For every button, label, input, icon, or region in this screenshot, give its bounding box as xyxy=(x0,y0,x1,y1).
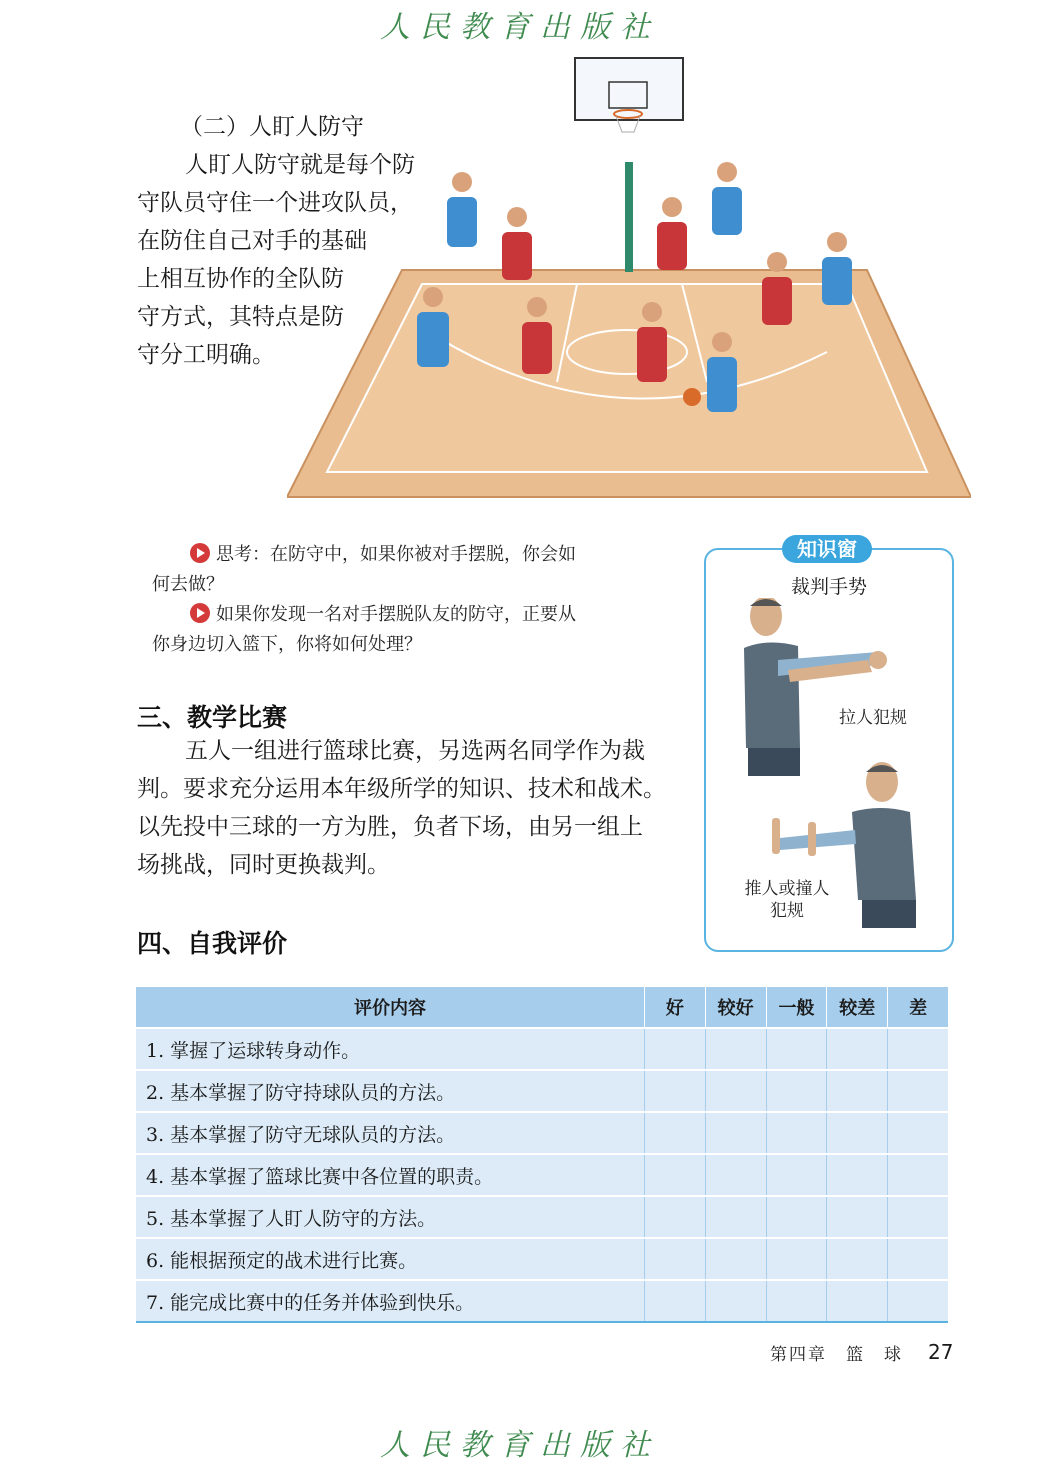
rating-cell[interactable] xyxy=(644,1280,705,1322)
row-content: 1. 掌握了运球转身动作。 xyxy=(136,1028,644,1070)
table-row xyxy=(136,1280,948,1322)
play-triangle-icon xyxy=(190,603,210,623)
rating-cell[interactable] xyxy=(644,1238,705,1280)
rating-cell[interactable] xyxy=(705,1112,766,1154)
rating-cell[interactable] xyxy=(766,1028,827,1070)
page-number: 27 xyxy=(928,1340,954,1364)
think-q2-line1: 如果你发现一名对手摆脱队友的防守，正要从 xyxy=(216,604,576,625)
text-line: 人盯人防守就是每个防 xyxy=(185,152,415,178)
think-q2-line2: 你身边切入篮下，你将如何处理？ xyxy=(152,634,422,655)
referee-holding-foul-illustration xyxy=(738,598,898,778)
rating-cell[interactable] xyxy=(888,1238,948,1280)
header-fairly-good: 较好 xyxy=(705,987,766,1028)
table-row xyxy=(136,1238,948,1280)
row-content: 4. 基本掌握了篮球比赛中各位置的职责。 xyxy=(136,1154,644,1196)
knowledge-window-heading: 裁判手势 xyxy=(790,576,867,598)
text-line: 五人一组进行篮球比赛，另选两名同学作为裁 xyxy=(185,738,645,764)
rating-cell[interactable] xyxy=(827,1196,888,1238)
table-row xyxy=(136,1070,948,1112)
play-triangle-icon xyxy=(190,543,210,563)
rating-cell[interactable] xyxy=(766,1112,827,1154)
knowledge-window-tab: 知识窗 xyxy=(782,535,872,563)
rating-cell[interactable] xyxy=(888,1154,948,1196)
text-line: 场挑战，同时更换裁判。 xyxy=(137,852,390,878)
table-row xyxy=(136,1154,948,1196)
think-questions xyxy=(152,540,667,660)
text-line: 守方式，其特点是防 xyxy=(137,304,344,330)
rating-cell[interactable] xyxy=(827,1028,888,1070)
rating-cell[interactable] xyxy=(705,1070,766,1112)
think-q1-line2: 何去做？ xyxy=(152,574,224,595)
text-line: 守分工明确。 xyxy=(137,342,275,368)
header-content: 评价内容 xyxy=(136,987,644,1028)
text-line: 上相互协作的全队防 xyxy=(137,266,344,292)
rating-cell[interactable] xyxy=(705,1028,766,1070)
rating-cell[interactable] xyxy=(888,1112,948,1154)
text-line: 以先投中三球的一方为胜，负者下场，由另一组上 xyxy=(137,814,643,840)
header-poor: 差 xyxy=(888,987,948,1028)
table-row xyxy=(136,1028,948,1070)
self-evaluation-table xyxy=(136,987,948,1323)
rating-cell[interactable] xyxy=(888,1196,948,1238)
rating-cell[interactable] xyxy=(644,1196,705,1238)
rating-cell[interactable] xyxy=(827,1238,888,1280)
rating-cell[interactable] xyxy=(705,1154,766,1196)
publisher-logo-top: 人民教育出版社 xyxy=(380,10,660,45)
header-fairly-poor: 较差 xyxy=(827,987,888,1028)
rating-cell[interactable] xyxy=(888,1028,948,1070)
row-content: 6. 能根据预定的战术进行比赛。 xyxy=(136,1238,644,1280)
rating-cell[interactable] xyxy=(644,1154,705,1196)
publisher-logo-bottom: 人民教育出版社 xyxy=(380,1428,660,1463)
caption-pushing-foul xyxy=(732,878,842,922)
rating-cell[interactable] xyxy=(827,1112,888,1154)
header-average: 一般 xyxy=(766,987,827,1028)
rating-cell[interactable] xyxy=(766,1070,827,1112)
row-content: 7. 能完成比赛中的任务并体验到快乐。 xyxy=(136,1280,644,1322)
row-content: 5. 基本掌握了人盯人防守的方法。 xyxy=(136,1196,644,1238)
rating-cell[interactable] xyxy=(766,1280,827,1322)
section-heading-self-evaluation: 四、自我评价 xyxy=(137,929,288,958)
table-header-row xyxy=(136,987,948,1028)
rating-cell[interactable] xyxy=(827,1070,888,1112)
rating-cell[interactable] xyxy=(766,1154,827,1196)
row-content: 2. 基本掌握了防守持球队员的方法。 xyxy=(136,1070,644,1112)
rating-cell[interactable] xyxy=(766,1238,827,1280)
rating-cell[interactable] xyxy=(827,1154,888,1196)
rating-cell[interactable] xyxy=(644,1112,705,1154)
section-heading-teaching-match: 三、教学比赛 xyxy=(137,703,288,732)
rating-cell[interactable] xyxy=(888,1070,948,1112)
rating-cell[interactable] xyxy=(644,1070,705,1112)
text-line: 在防住自己对手的基础 xyxy=(137,228,367,254)
row-content: 3. 基本掌握了防守无球队员的方法。 xyxy=(136,1112,644,1154)
rating-cell[interactable] xyxy=(705,1238,766,1280)
rating-cell[interactable] xyxy=(705,1280,766,1322)
table-row xyxy=(136,1112,948,1154)
text-line: 判。要求充分运用本年级所学的知识、技术和战术。 xyxy=(137,776,666,802)
think-q1-line1: 思考：在防守中，如果你被对手摆脱，你会如 xyxy=(216,544,576,565)
caption-line: 推人或撞人 xyxy=(744,879,830,899)
caption-holding-foul: 拉人犯规 xyxy=(839,708,907,728)
caption-line: 犯规 xyxy=(770,901,804,921)
rating-cell[interactable] xyxy=(766,1196,827,1238)
defense-description xyxy=(137,146,447,374)
rating-cell[interactable] xyxy=(827,1280,888,1322)
chapter-footer: 第四章 篮 球 xyxy=(770,1345,903,1365)
defense-subtitle: （二）人盯人防守 xyxy=(180,114,364,140)
rating-cell[interactable] xyxy=(705,1196,766,1238)
rating-cell[interactable] xyxy=(644,1028,705,1070)
text-line: 守队员守住一个进攻队员， xyxy=(137,190,413,216)
header-good: 好 xyxy=(644,987,705,1028)
rating-cell[interactable] xyxy=(888,1280,948,1322)
table-row xyxy=(136,1196,948,1238)
teaching-match-description xyxy=(137,732,677,884)
